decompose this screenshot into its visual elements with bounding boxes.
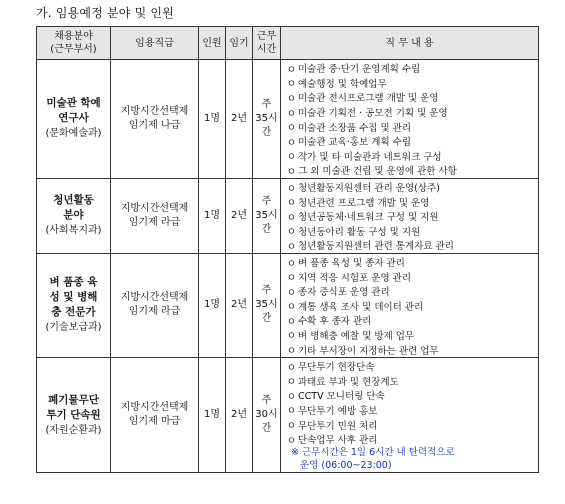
hours-part: 주 bbox=[261, 285, 272, 297]
bullet-icon: ㅇ bbox=[286, 258, 297, 270]
bullet-icon: ㅇ bbox=[286, 435, 297, 447]
header-hours-text: 근무 시간 bbox=[256, 31, 277, 55]
duty-text: 예술행정 및 학예업무 bbox=[298, 78, 387, 90]
bullet-icon: ㅇ bbox=[286, 362, 297, 374]
duty-text: 미술관 중·단기 운영계획 수립 bbox=[298, 64, 421, 76]
hours-part: 주 bbox=[261, 195, 272, 207]
hours-part: 주 bbox=[261, 98, 272, 110]
duty-text: 종자 증식포 운영 관리 bbox=[298, 287, 390, 299]
field-dept: (자원순환과) bbox=[45, 424, 102, 436]
duty-item bbox=[285, 238, 538, 253]
duty-item bbox=[285, 299, 538, 314]
term-cell: 2년 bbox=[226, 253, 253, 357]
duty-text: 무단투기 민원 처리 bbox=[298, 420, 378, 432]
table-row bbox=[37, 60, 539, 179]
duty-text: 미술관 전시프로그램 개발 및 운영 bbox=[298, 93, 439, 105]
duty-item bbox=[285, 180, 538, 195]
bullet-icon: ㅇ bbox=[286, 183, 297, 195]
field-name: 미술관 학예 연구사 bbox=[46, 97, 101, 125]
duty-item bbox=[285, 328, 538, 343]
duty-text: 벼 병해충 예찰 및 방제 업무 bbox=[298, 330, 415, 342]
hours-part: 35시 bbox=[255, 299, 278, 311]
duty-item bbox=[285, 269, 538, 284]
duty-item bbox=[285, 90, 538, 105]
hours-part: 간 bbox=[261, 223, 272, 235]
term-cell: 2년 bbox=[226, 60, 253, 179]
hours-part: 35시 bbox=[255, 112, 278, 124]
duty-text: 기타 부서장이 지정하는 관련 업무 bbox=[298, 345, 439, 357]
bullet-icon: ㅇ bbox=[286, 241, 297, 253]
duty-item bbox=[285, 194, 538, 209]
term-cell: 2년 bbox=[226, 357, 253, 473]
bullet-icon: ㅇ bbox=[286, 316, 297, 328]
duty-text: 그 외 미술관 건립 및 운영에 관한 사항 bbox=[298, 166, 457, 178]
hours-part: 주 bbox=[261, 395, 272, 407]
hours-cell bbox=[253, 357, 281, 473]
count-cell: 1명 bbox=[199, 178, 226, 253]
field-dept: (기술보급과) bbox=[45, 322, 102, 334]
header-field bbox=[37, 27, 111, 60]
field-dept: (문화예술과) bbox=[45, 128, 102, 140]
bullet-icon: ㅇ bbox=[286, 227, 297, 239]
duty-text: 청년동아리 활동 구성 및 지원 bbox=[298, 226, 421, 238]
bullet-icon: ㅇ bbox=[286, 93, 297, 105]
bullet-icon: ㅇ bbox=[286, 79, 297, 91]
header-duties: 직 무 내 용 bbox=[281, 27, 539, 60]
duty-item bbox=[285, 119, 538, 134]
duty-item bbox=[285, 313, 538, 328]
duties-cell bbox=[281, 253, 539, 357]
duty-item bbox=[285, 359, 538, 374]
hours-cell bbox=[253, 253, 281, 357]
count-cell: 1명 bbox=[199, 60, 226, 179]
table-row bbox=[37, 253, 539, 357]
duty-text: 계통 생육 조사 및 데이터 관리 bbox=[298, 301, 424, 313]
duty-text: 청년활동지원센터 관리 운영(상주) bbox=[298, 183, 440, 195]
bullet-icon: ㅇ bbox=[286, 166, 297, 178]
duty-text: 무단투기 현장단속 bbox=[298, 362, 375, 374]
duties-cell bbox=[281, 60, 539, 179]
duties-cell bbox=[281, 178, 539, 253]
duty-item bbox=[285, 388, 538, 403]
duty-text: 지역 적응 시험포 운영 관리 bbox=[298, 272, 412, 284]
rank-cell: 지방시간선택제 임기제 마급 bbox=[111, 357, 199, 473]
duty-text: 작가 및 타 미술관과 네트워크 구성 bbox=[298, 151, 442, 163]
recruitment-table bbox=[36, 26, 539, 473]
duty-item bbox=[285, 76, 538, 91]
duty-item bbox=[285, 61, 538, 76]
hours-cell bbox=[253, 60, 281, 179]
bullet-icon: ㅇ bbox=[286, 273, 297, 285]
duties-cell bbox=[281, 357, 539, 473]
count-cell: 1명 bbox=[199, 253, 226, 357]
rank-cell: 지방시간선택제 임기제 라급 bbox=[111, 253, 199, 357]
duty-text: 무단투기 예방 홍보 bbox=[298, 405, 378, 417]
duty-text: 과태료 부과 및 현장계도 bbox=[298, 376, 399, 388]
duty-item bbox=[285, 284, 538, 299]
duty-item bbox=[285, 163, 538, 178]
table-row bbox=[37, 178, 539, 253]
field-cell bbox=[37, 357, 111, 473]
header-hours bbox=[253, 27, 281, 60]
duty-item bbox=[285, 432, 538, 447]
field-cell bbox=[37, 178, 111, 253]
bullet-icon: ㅇ bbox=[286, 287, 297, 299]
bullet-icon: ㅇ bbox=[286, 421, 297, 433]
field-dept: (사회복지과) bbox=[45, 225, 102, 237]
bullet-icon: ㅇ bbox=[286, 152, 297, 164]
term-cell: 2년 bbox=[226, 178, 253, 253]
count-cell: 1명 bbox=[199, 357, 226, 473]
duty-text: 벼 품종 육성 및 종자 관리 bbox=[298, 258, 405, 270]
duty-text: 청년활동지원센터 관련 통계자료 관리 bbox=[298, 241, 454, 253]
header-field-text: 채용분야 (근무부서) bbox=[50, 31, 97, 55]
header-rank: 임용직급 bbox=[111, 27, 199, 60]
duty-item bbox=[285, 209, 538, 224]
field-cell bbox=[37, 60, 111, 179]
header-term: 임기 bbox=[226, 27, 253, 60]
hours-part: 간 bbox=[261, 423, 272, 435]
duty-item bbox=[285, 373, 538, 388]
bullet-icon: ㅇ bbox=[286, 64, 297, 76]
bullet-icon: ㅇ bbox=[286, 198, 297, 210]
bullet-icon: ㅇ bbox=[286, 108, 297, 120]
duty-item bbox=[285, 134, 538, 149]
bullet-icon: ㅇ bbox=[286, 331, 297, 343]
duty-text: 청년관련 프로그램 개발 및 운영 bbox=[298, 197, 430, 209]
duty-text: 수확 후 종자 관리 bbox=[298, 316, 372, 328]
bullet-icon: ㅇ bbox=[286, 346, 297, 358]
duty-text: 미술관 기획전 · 공모전 기획 및 운영 bbox=[298, 108, 448, 120]
duty-text: 단속업무 사후 관리 bbox=[298, 435, 378, 447]
table-row bbox=[37, 357, 539, 473]
bullet-icon: ㅇ bbox=[286, 212, 297, 224]
duty-text: 미술관 소장품 수집 및 관리 bbox=[298, 122, 412, 134]
hours-cell bbox=[253, 178, 281, 253]
field-name: 벼 품종 육 성 및 병해 충 전문가 bbox=[49, 276, 98, 319]
hours-part: 간 bbox=[261, 313, 272, 325]
bullet-icon: ㅇ bbox=[286, 137, 297, 149]
hours-part: 간 bbox=[261, 126, 272, 138]
duty-text: CCTV 모니터링 단속 bbox=[298, 391, 385, 403]
duty-item bbox=[285, 417, 538, 432]
field-name: 청년활동 분야 bbox=[53, 194, 94, 222]
duty-item bbox=[285, 105, 538, 120]
duty-item bbox=[285, 149, 538, 164]
field-name: 폐기물무단 투기 단속원 bbox=[46, 393, 101, 421]
duty-item bbox=[285, 255, 538, 270]
duty-item bbox=[285, 342, 538, 357]
bullet-icon: ㅇ bbox=[286, 377, 297, 389]
table-body bbox=[37, 60, 539, 473]
duty-text: 청년공동체·네트워크 구성 및 지원 bbox=[298, 212, 439, 224]
bullet-icon: ㅇ bbox=[286, 406, 297, 418]
duty-item bbox=[285, 224, 538, 239]
table-header-row bbox=[37, 27, 539, 60]
bullet-icon: ㅇ bbox=[286, 391, 297, 403]
header-count: 인원 bbox=[199, 27, 226, 60]
bullet-icon: ㅇ bbox=[286, 123, 297, 135]
section-heading: 가. 임용예정 분야 및 인원 bbox=[36, 6, 174, 20]
hours-part: 35시 bbox=[255, 209, 278, 221]
note-text: ※ 근무시간은 1일 6시간 내 탄력적으로 운영 (06:00~23:00) bbox=[291, 447, 455, 472]
field-cell bbox=[37, 253, 111, 357]
rank-cell: 지방시간선택제 임기제 나급 bbox=[111, 60, 199, 179]
duty-text: 미술관 교육·홍보 계획 수립 bbox=[298, 137, 412, 149]
hours-part: 30시 bbox=[255, 409, 278, 421]
rank-cell: 지방시간선택제 임기제 라급 bbox=[111, 178, 199, 253]
bullet-icon: ㅇ bbox=[286, 302, 297, 314]
duty-item bbox=[285, 403, 538, 418]
